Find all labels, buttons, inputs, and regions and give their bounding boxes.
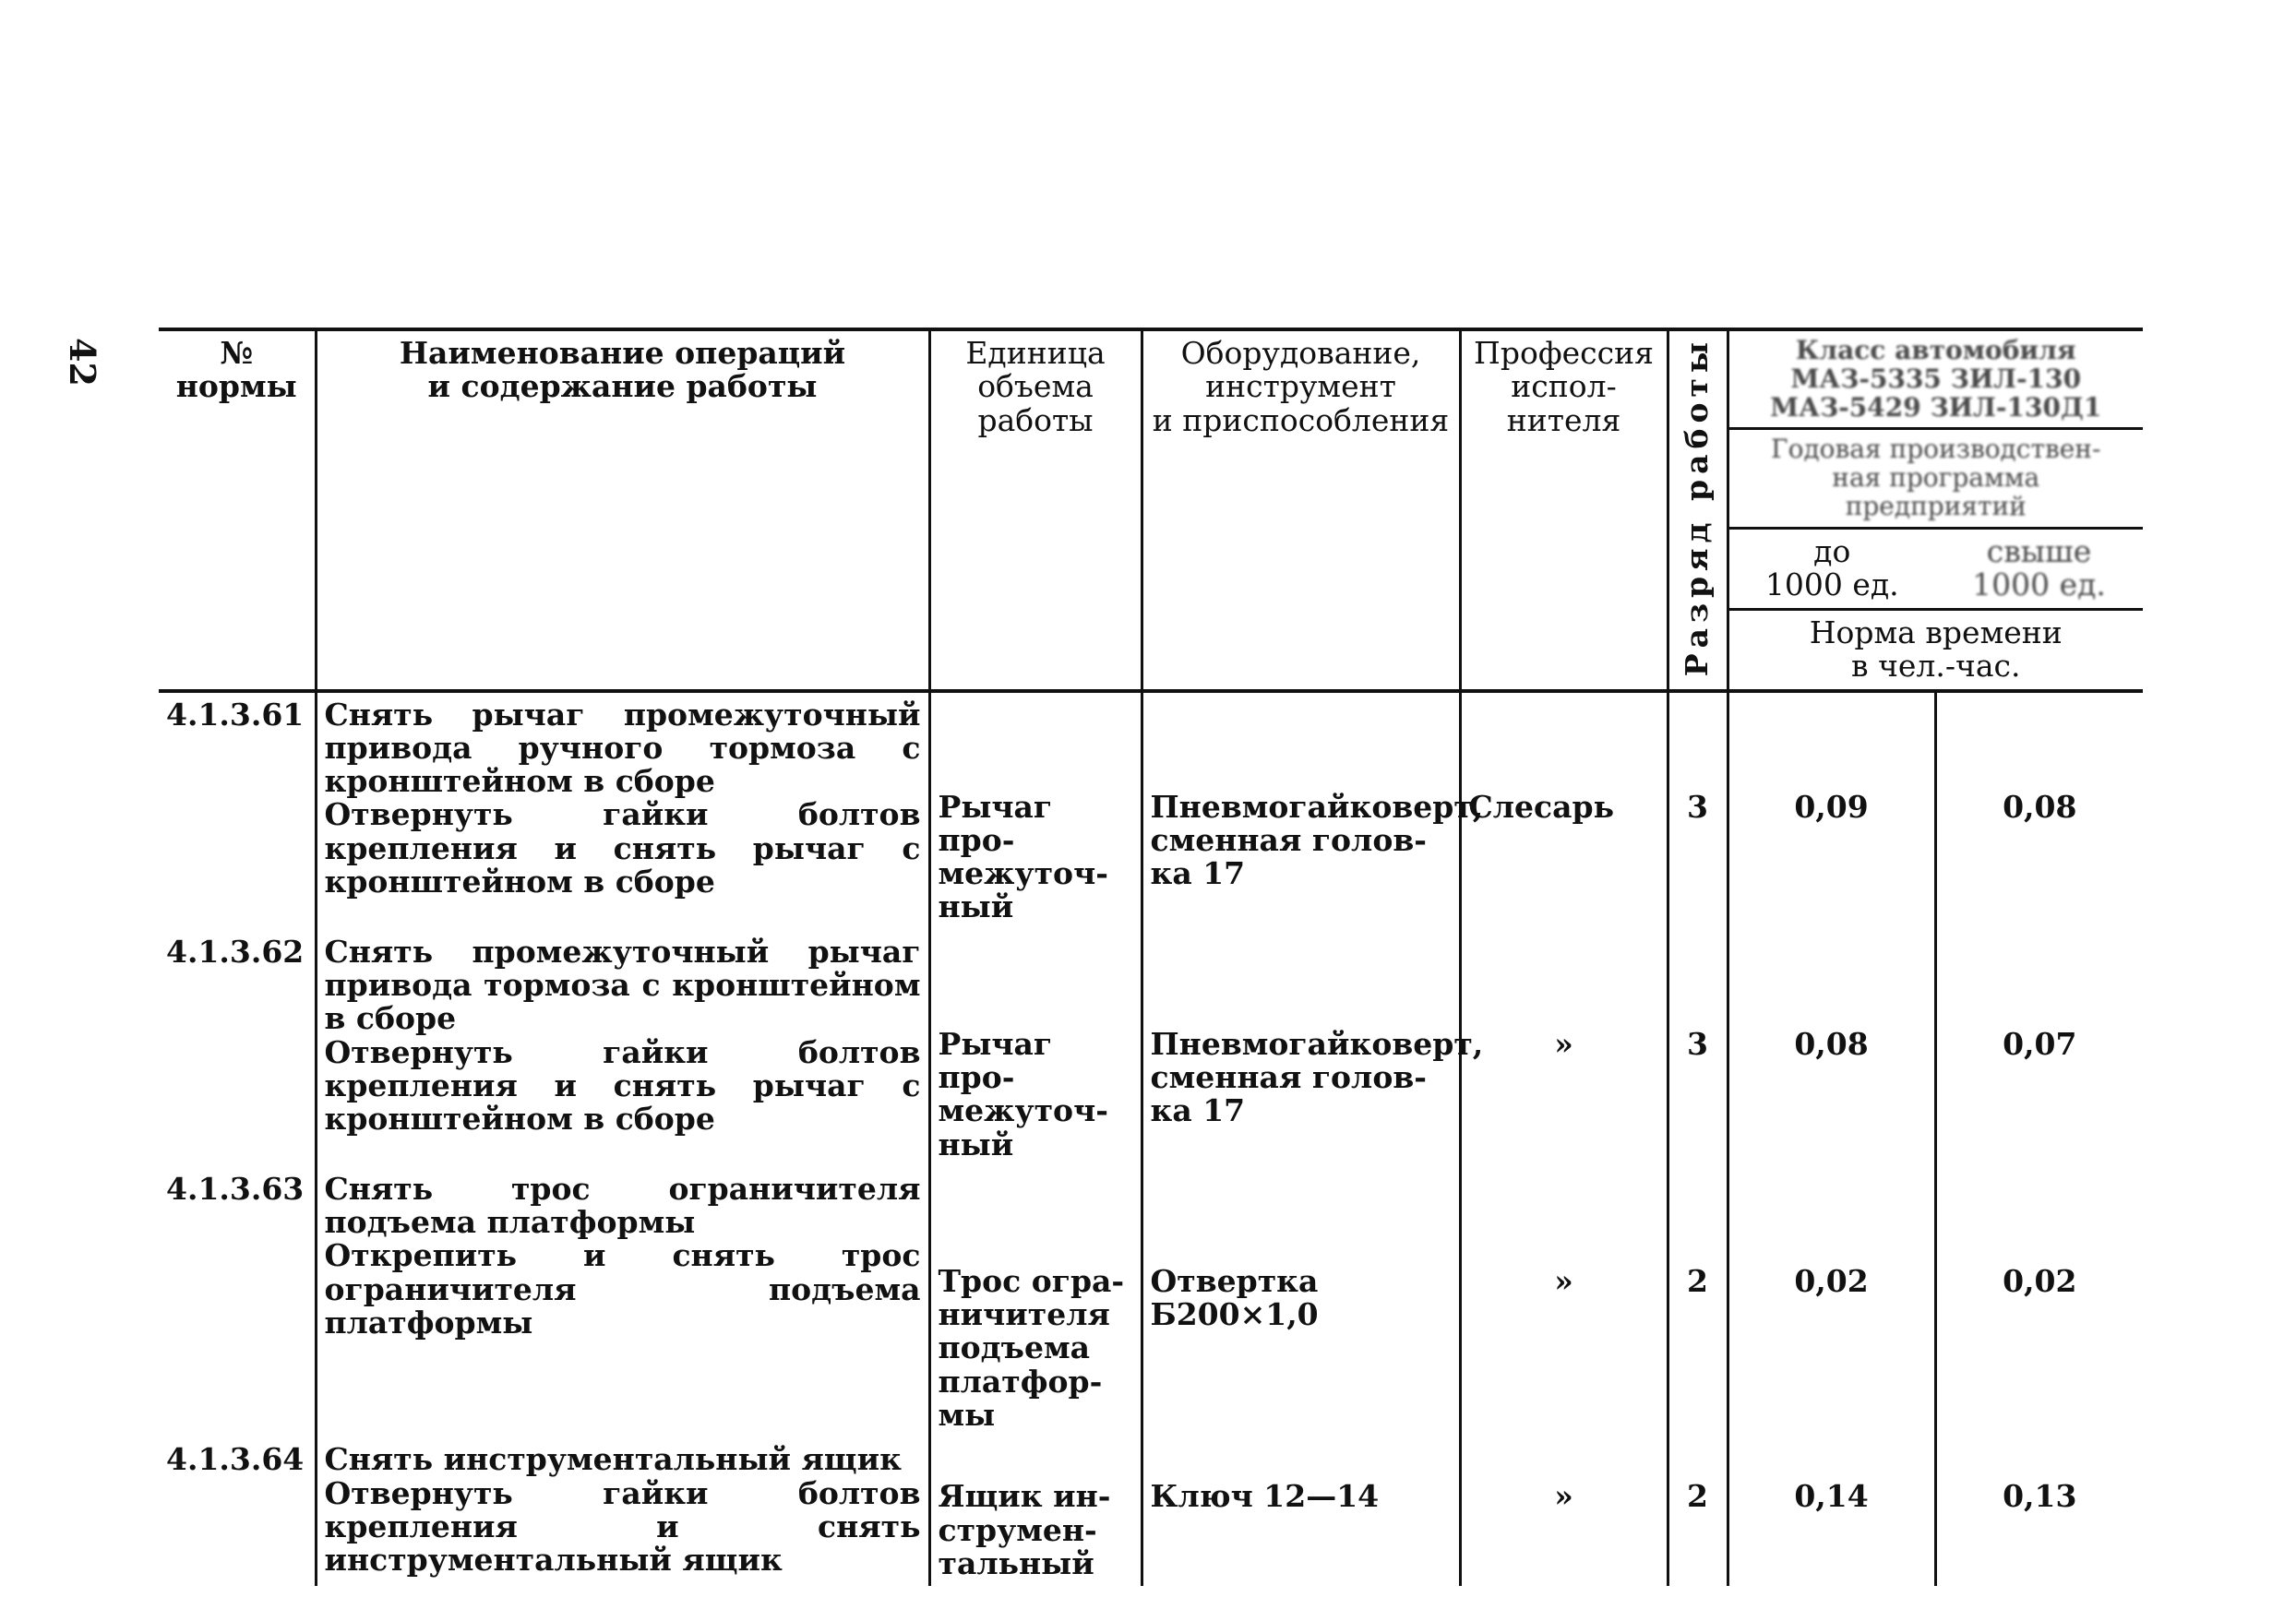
time-to-1000: 0,08 [1794, 1025, 1869, 1062]
unit-cell [929, 691, 1142, 930]
header-vehicle-class-text: Класс автомобиля МАЗ-5335 ЗИЛ-130 МАЗ-5429 ЗИЛ-130Д1 [1770, 335, 2102, 423]
header-vehicle-class [1728, 329, 2143, 429]
equipment-cell [1142, 691, 1484, 930]
grade-cell [1668, 691, 1728, 930]
unit-text: Рычаг про- межуточ- ный [938, 1025, 1108, 1162]
time-over-1000-cell [1935, 691, 2143, 930]
profession-text: » [1554, 1025, 1573, 1062]
grade-cell [1668, 930, 1728, 1167]
header-norm-time: Норма времени в чел.-час. [1728, 609, 2143, 690]
unit-text: Ящик ин- струмен- тальный [938, 1478, 1111, 1581]
norm-number: 4.1.3.61 [159, 691, 316, 930]
operation-title: Снять промежуточный рычаг привода тормоза с кронштейном в сборе [324, 933, 921, 1037]
equipment-text: Пневмогайковерт, сменная голов- ка 17 [1150, 788, 1484, 892]
time-to-1000-cell [1728, 1167, 1935, 1437]
time-over-1000-cell [1935, 930, 2143, 1167]
operation-cell [316, 691, 929, 930]
norms-table [159, 328, 2143, 1586]
header-row [159, 329, 2143, 429]
header-grade [1668, 329, 1728, 691]
unit-cell [929, 930, 1142, 1167]
norm-number: 4.1.3.62 [159, 930, 316, 1167]
grade-cell [1668, 1167, 1728, 1437]
header-to-1000: до 1000 ед. [1728, 528, 1935, 609]
equipment-cell [1142, 1437, 1460, 1586]
table-row [159, 1437, 2143, 1586]
grade-text: 2 [1687, 1262, 1708, 1299]
header-unit: Единица объема работы [929, 329, 1142, 691]
norm-number: 4.1.3.63 [159, 1167, 316, 1437]
header-program-text: Годовая производствен- ная программа предприятий [1771, 434, 2101, 521]
equipment-text: Пневмогайковерт, сменная голов- ка 17 [1150, 1025, 1484, 1129]
header-norm-number: № нормы [159, 329, 316, 691]
operation-content: Отвернуть гайки болтов крепления и снять рычаг с кронштейном в сборе [324, 1033, 921, 1138]
profession-cell [1460, 691, 1668, 930]
page-number: 42 [62, 338, 103, 387]
profession-text: » [1554, 1262, 1573, 1299]
operation-content: Открепить и снять трос ограничителя подъема платформы [324, 1237, 921, 1341]
operation-title: Снять инструментальный ящик [324, 1441, 902, 1478]
grade-cell [1668, 1437, 1728, 1586]
time-over-1000: 0,07 [2003, 1025, 2077, 1062]
equipment-cell [1142, 930, 1484, 1167]
header-over-1000-text: свыше 1000 ед. [1972, 532, 2106, 603]
unit-cell [929, 1167, 1142, 1437]
header-over-1000 [1935, 528, 2143, 609]
norm-number: 4.1.3.64 [159, 1437, 316, 1586]
operation-content: Отвернуть гайки болтов крепления и снять инструментальный ящик [324, 1474, 921, 1579]
grade-text: 2 [1687, 1478, 1708, 1515]
time-over-1000: 0,13 [2003, 1478, 2077, 1515]
unit-text: Трос огра- ничителя подъема платфор- мы [938, 1262, 1125, 1434]
equipment-cell [1142, 1167, 1460, 1437]
table-row [159, 930, 2143, 1167]
time-over-1000-cell [1935, 1437, 2143, 1586]
unit-cell [929, 1437, 1142, 1586]
time-to-1000: 0,14 [1794, 1478, 1869, 1515]
operation-cell [316, 930, 929, 1167]
table-row [159, 1167, 2143, 1437]
time-to-1000-cell [1728, 1437, 1935, 1586]
time-over-1000: 0,02 [2003, 1262, 2077, 1299]
profession-text: » [1554, 1478, 1573, 1515]
operation-cell [316, 1437, 929, 1586]
operation-title: Снять рычаг промежуточный привода ручного тормоза с кронштейном в сборе [324, 696, 921, 800]
profession-text: Слесарь [1468, 788, 1614, 825]
grade-text: 3 [1687, 788, 1708, 825]
time-to-1000-cell [1728, 930, 1935, 1167]
header-operation: Наименование операций и содержание работы [316, 329, 929, 691]
time-to-1000: 0,09 [1794, 788, 1869, 825]
equipment-text: Ключ 12—14 [1150, 1478, 1380, 1515]
operation-cell [316, 1167, 929, 1437]
profession-cell [1460, 930, 1668, 1167]
header-equipment: Оборудование, инструмент и приспособления [1142, 329, 1460, 691]
profession-cell [1460, 1167, 1668, 1437]
time-over-1000: 0,08 [2003, 788, 2077, 825]
header-profession: Профессия испол- нителя [1460, 329, 1668, 691]
grade-text: 3 [1687, 1025, 1708, 1062]
time-over-1000-cell [1935, 1167, 2143, 1437]
operation-title: Снять трос ограничителя подъема платформы [324, 1170, 921, 1241]
unit-text: Рычаг про- межуточ- ный [938, 788, 1108, 925]
operation-content: Отвернуть гайки болтов крепления и снять рычаг с кронштейном в сборе [324, 796, 921, 900]
profession-cell [1460, 1437, 1668, 1586]
time-to-1000: 0,02 [1794, 1262, 1869, 1299]
header-program [1728, 429, 2143, 528]
header-grade-label: Разряд работы [1679, 337, 1716, 677]
equipment-text: Отвертка Б200×1,0 [1150, 1262, 1319, 1333]
time-to-1000-cell [1728, 691, 1935, 930]
table-row [159, 691, 2143, 930]
